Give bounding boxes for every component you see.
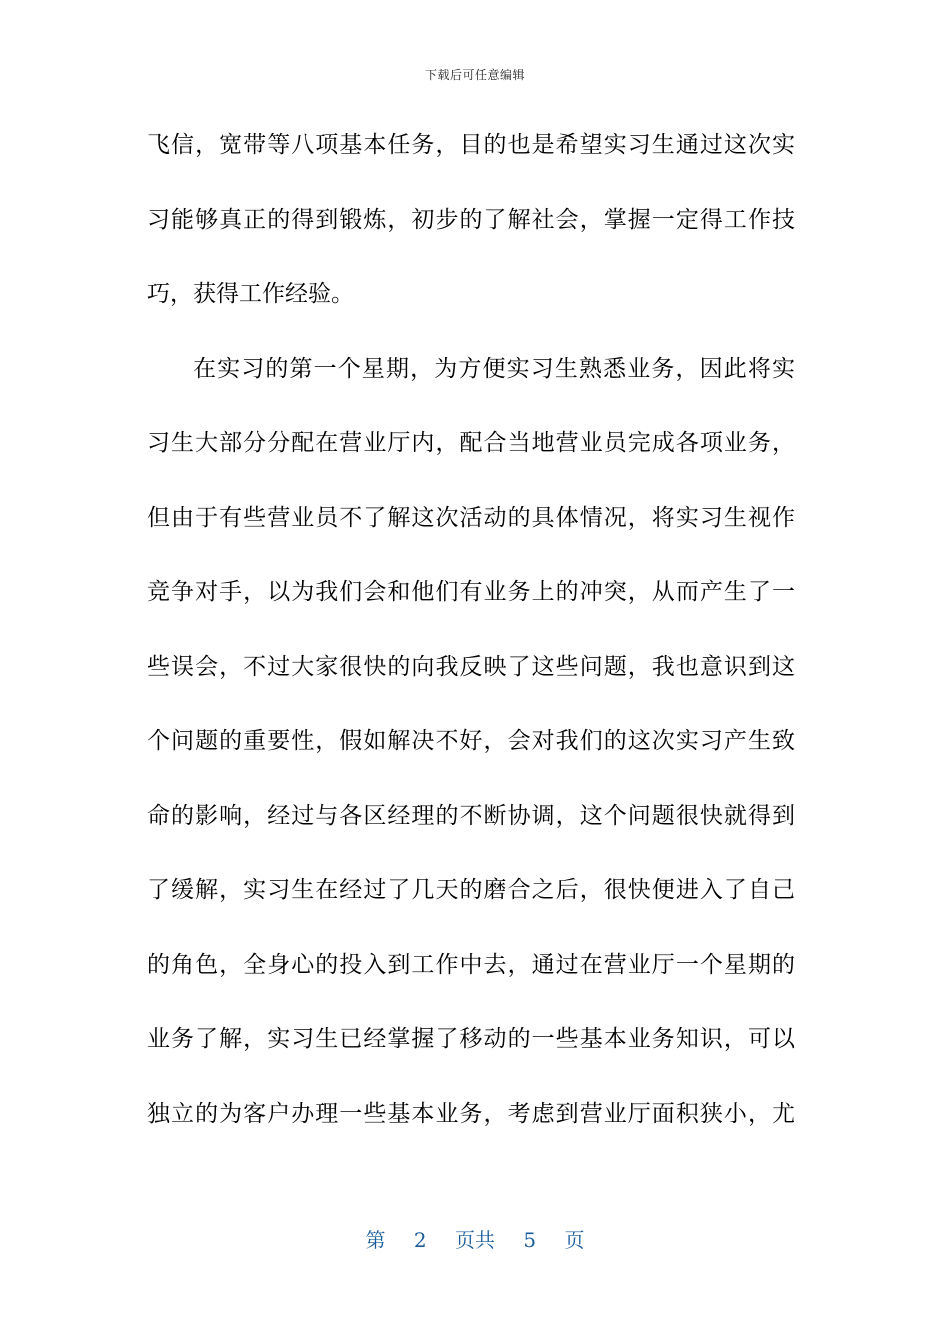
paragraph-2-line-11: 独立的为客户办理一些基本业务，考虑到营业厅面积狭小，尤 — [147, 1100, 795, 1127]
paragraph-2-line-8: 了缓解，实习生在经过了几天的磨合之后，很快便进入了自己 — [147, 877, 795, 903]
paragraph-2-line-4: 竞争对手，以为我们会和他们有业务上的冲突，从而产生了一 — [147, 579, 795, 605]
paragraph-2-line-9: 的角色，全身心的投入到工作中去，通过在营业厅一个星期的 — [147, 951, 795, 978]
paragraph-1-line-3: 巧，获得工作经验。 — [147, 281, 354, 307]
footer-suffix: 页 — [564, 1228, 585, 1252]
paragraph-1-line-2: 习能够真正的得到锻炼，初步的了解社会，掌握一定得工作技 — [147, 206, 795, 233]
footer-middle: 页共 — [455, 1228, 495, 1252]
paragraph-2-line-10: 业务了解，实习生已经掌握了移动的一些基本业务知识，可以 — [147, 1026, 795, 1052]
paragraph-2-line-2: 习生大部分分配在营业厅内，配合当地营业员完成各项业务， — [147, 430, 795, 456]
footer-total-pages: 5 — [523, 1228, 537, 1252]
paragraph-2-line-5: 些误会，不过大家很快的向我反映了这些问题，我也意识到这 — [147, 653, 795, 680]
body-text — [147, 118, 795, 1161]
page-header: 下载后可任意编辑 — [424, 68, 525, 82]
paragraph-1-line-1: 飞信，宽带等八项基本任务，目的也是希望实习生通过这次实 — [147, 132, 795, 158]
paragraph-2-line-6: 个问题的重要性，假如解决不好，会对我们的这次实习产生致 — [147, 728, 795, 754]
paragraph-2-line-1: 在实习的第一个星期，为方便实习生熟悉业务，因此将实 — [193, 355, 795, 382]
footer-page-number: 2 — [413, 1228, 427, 1252]
footer-prefix: 第 — [365, 1228, 386, 1252]
page-footer — [0, 1224, 950, 1253]
paragraph-2-line-3: 但由于有些营业员不了解这次活动的具体情况，将实习生视作 — [147, 504, 795, 531]
paragraph-2-line-7: 命的影响，经过与各区经理的不断协调，这个问题很快就得到 — [147, 802, 795, 829]
